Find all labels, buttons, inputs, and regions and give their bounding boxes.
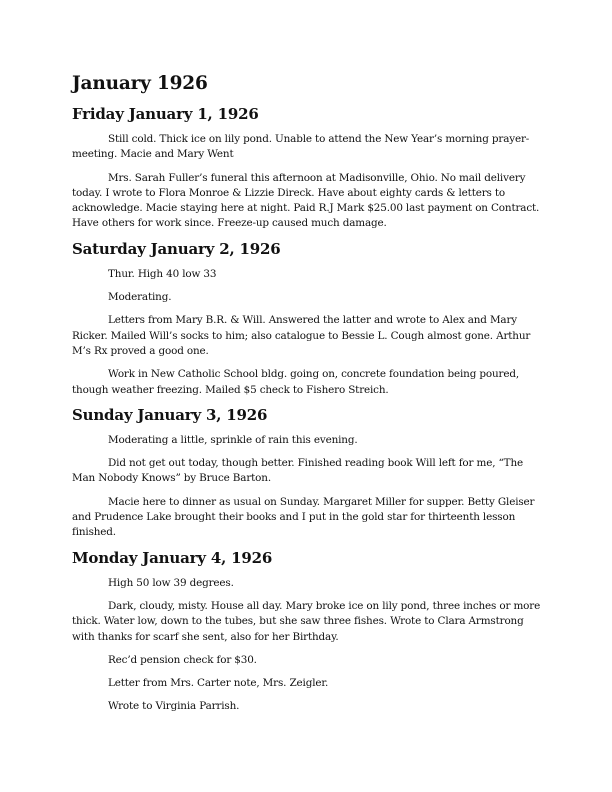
entry-paragraph: Moderating. xyxy=(108,291,172,304)
entry-date-heading: Sunday January 3, 1926 xyxy=(72,405,268,424)
entry-paragraph: Rec’d pension check for $30. xyxy=(108,653,257,666)
entry-paragraph: Still cold. Thick ice on lily pond. Unable to attend the New Year’s morning prayer-meeting. Macie and Mary Went xyxy=(72,133,530,161)
entry-paragraph: Macie here to dinner as usual on Sunday. Margaret Miller for supper. Betty Gleiser and Prudence Lake brought their books and I put in the gold star for thirteenth lesson finished. xyxy=(72,495,535,539)
diary-entry-jan-1 xyxy=(72,105,542,232)
entry-paragraph: Wrote to Virginia Parrish. xyxy=(108,700,240,713)
entry-paragraph: Thur. High 40 low 33 xyxy=(108,267,217,280)
entry-date-heading: Saturday January 2, 1926 xyxy=(72,239,281,258)
entry-paragraph: Work in New Catholic School bldg. going on, concrete foundation being poured, though weather freezing. Mailed $5 check to Fishero Streich. xyxy=(72,368,519,396)
entry-paragraph: High 50 low 39 degrees. xyxy=(108,576,234,589)
entry-date-heading: Friday January 1, 1926 xyxy=(72,105,259,123)
entry-paragraph: Letters from Mary B.R. & Will. Answered the latter and wrote to Alex and Mary Ricker. Mailed Will’s socks to him; also catalogue to Bessie L. Cough almost gone. Arthur M’s Rx proved a good one. xyxy=(72,314,531,357)
entry-date-heading: Monday January 4, 1926 xyxy=(72,548,273,567)
entry-paragraph: Moderating a little, sprinkle of rain this evening. xyxy=(108,433,358,446)
month-heading: January 1926 xyxy=(72,73,208,94)
diary-entry-jan-4 xyxy=(72,549,542,715)
entry-paragraph: Letter from Mrs. Carter note, Mrs. Zeigler. xyxy=(108,677,329,690)
document-page xyxy=(72,72,542,723)
diary-entry-jan-3 xyxy=(72,406,542,541)
entry-paragraph: Dark, cloudy, misty. House all day. Mary broke ice on lily pond, three inches or more thick. Water low, down to the tubes, but she saw three fishes. Wrote to Clara Armstrong with thanks for scarf she sent, also for her Birthday. xyxy=(72,599,541,643)
entry-paragraph: Did not get out today, though better. Finished reading book Will left for me, “The Man Nobody Knows” by Bruce Barton. xyxy=(72,457,524,485)
entry-paragraph: Mrs. Sarah Fuller’s funeral this afternoon at Madisonville, Ohio. No mail delivery today. I wrote to Flora Monroe & Lizzie Direck. Have about eighty cards & letters to acknowledge. Macie staying here at night. Paid R.J Mark $25.00 last payment on Contract. Have others for work since. Freeze-up caused much damage. xyxy=(72,171,540,230)
diary-entry-jan-2 xyxy=(72,240,542,398)
